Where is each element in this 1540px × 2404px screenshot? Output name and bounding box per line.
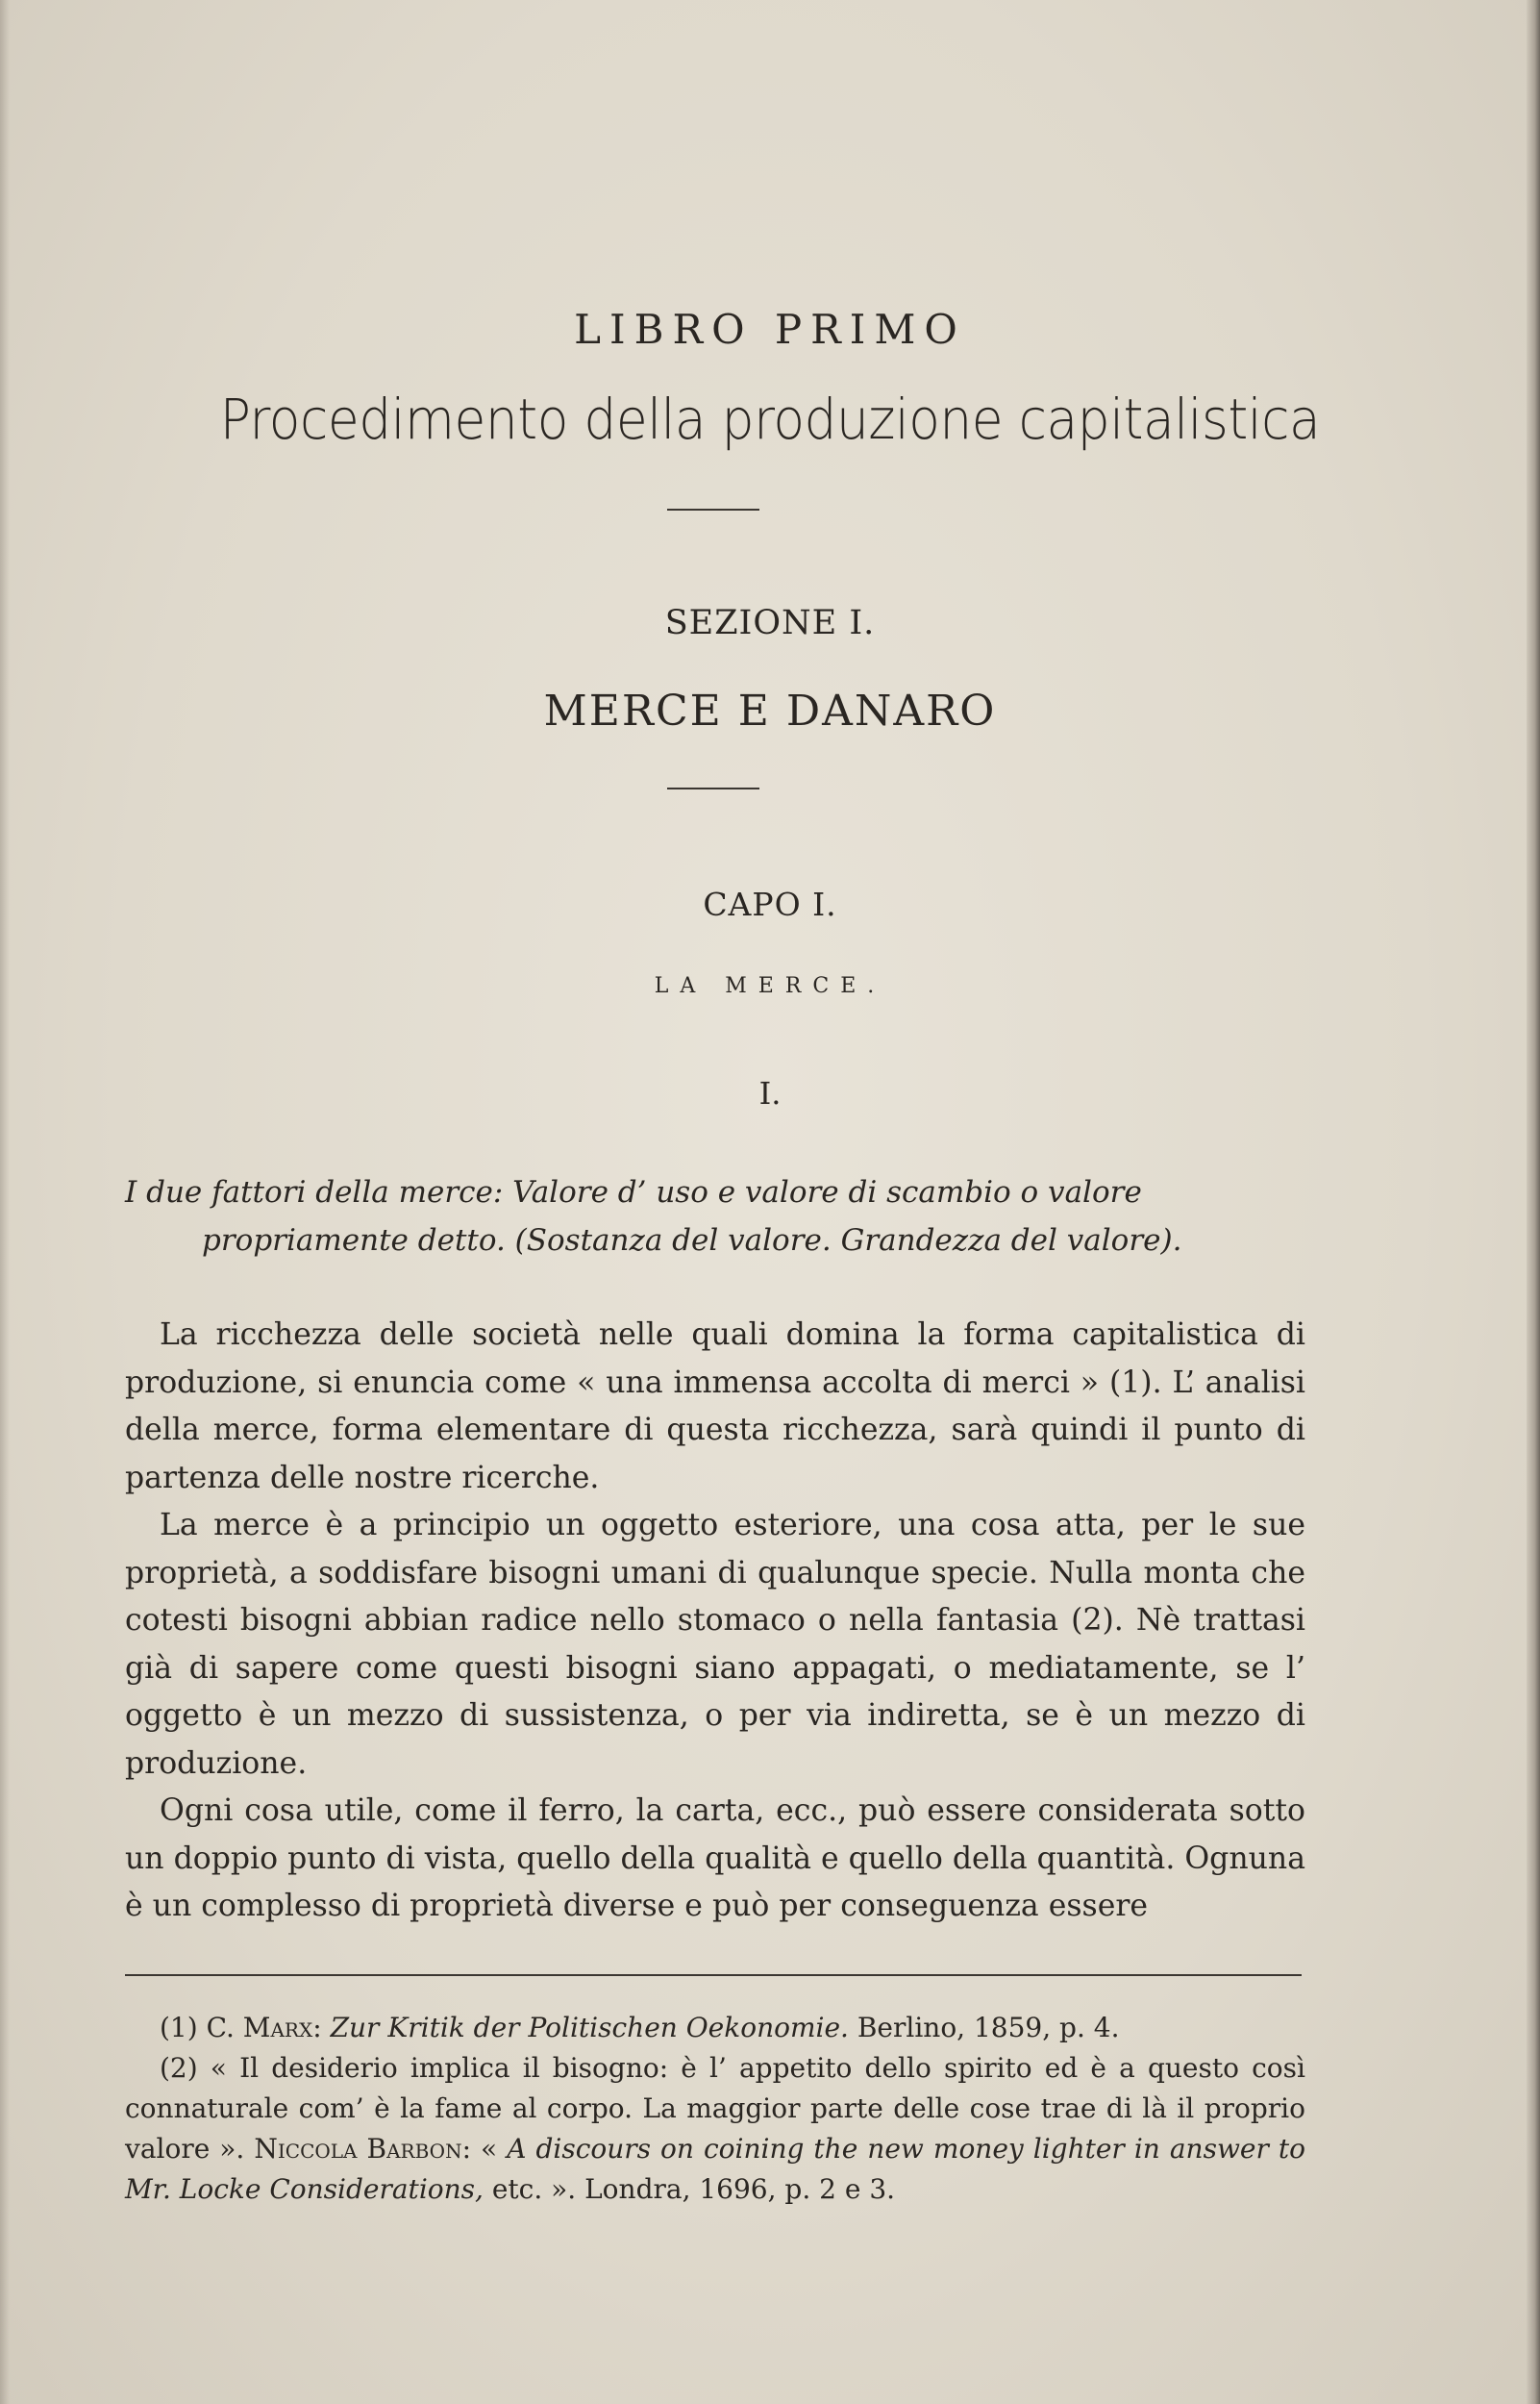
body-paragraph: Ogni cosa utile, come il ferro, la carta, ecc., può essere considerata sotto un doppio punto di vista, quello della qualità e quello della quantità. Ognuna è un complesso di proprietà diverse e può per conseguenza essere xyxy=(125,1793,1305,1923)
summary-line: I due fattori della merce: Valore d’ uso e valore di scambio o valore xyxy=(125,1175,1142,1210)
footnote-separator: : « xyxy=(461,2133,498,2165)
footnote-author: Niccola Barbon xyxy=(254,2133,462,2165)
body-text xyxy=(125,1312,1305,1931)
chapter-heading: CAPO I. xyxy=(703,886,837,923)
footnote-work: Zur Kritik der Politischen Oekonomie. xyxy=(330,2012,849,2043)
book-heading: LIBRO PRIMO xyxy=(574,306,966,353)
page-edge xyxy=(1527,0,1540,2404)
footnote-author: Marx xyxy=(242,2012,313,2043)
book-title: Procedimento della produzione capitalistica xyxy=(219,387,1321,452)
footnote-2 xyxy=(125,2048,1305,2210)
divider-rule xyxy=(667,509,759,511)
paragraph-number: I. xyxy=(758,1075,782,1112)
chapter-title: LA MERCE. xyxy=(654,974,886,998)
divider-rule xyxy=(667,788,759,789)
footnote-separator: : xyxy=(312,2012,322,2043)
section-title: MERCE E DANARO xyxy=(543,687,997,736)
page-gutter-shadow xyxy=(0,0,10,2404)
paragraph-summary xyxy=(125,1168,1305,1265)
footnotes xyxy=(125,2008,1305,2210)
footnote-mark: (1) C. xyxy=(160,2012,235,2043)
footnote-rule xyxy=(125,1974,1302,1976)
footnote-rest: Berlino, 1859, p. 4. xyxy=(857,2012,1120,2043)
footnote-1 xyxy=(125,2008,1305,2048)
section-heading: SEZIONE I. xyxy=(664,604,876,642)
body-paragraph: La merce è a principio un oggetto esteriore, una cosa atta, per le sue proprietà, a soddisfare bisogni umani di qualunque specie. Nulla monta che cotesti bisogni abbian radice nello stomaco o nella fantasia (2). Nè trattasi già di sapere come questi bisogni siano appagati, o mediatamente, se l’ oggetto è un mezzo di sussistenza, o per via indiretta, se è un mezzo di produzione. xyxy=(125,1508,1305,1781)
footnote-rest: etc. ». Londra, 1696, p. 2 e 3. xyxy=(491,2173,896,2205)
footnote-text: (2) « Il desiderio implica il bisogno: è l’ appetito dello spirito ed è a questo così connaturale com’ è la fame al corpo. La maggior parte delle cose trae di là il proprio valore ». xyxy=(125,2052,1305,2165)
summary-line: propriamente detto. (Sostanza del valore. Grandezza del valore). xyxy=(202,1223,1182,1258)
footnote-work: A discours on coining the new money lighter in answer to Mr. Locke Considerations, xyxy=(125,2133,1306,2205)
body-paragraph: La ricchezza delle società nelle quali domina la forma capitalistica di produzione, si enuncia come « una immensa accolta di merci » (1). L’ analisi della merce, forma elementare di questa ricchezza, sarà quindi il punto di partenza delle nostre ricerche. xyxy=(125,1317,1305,1495)
